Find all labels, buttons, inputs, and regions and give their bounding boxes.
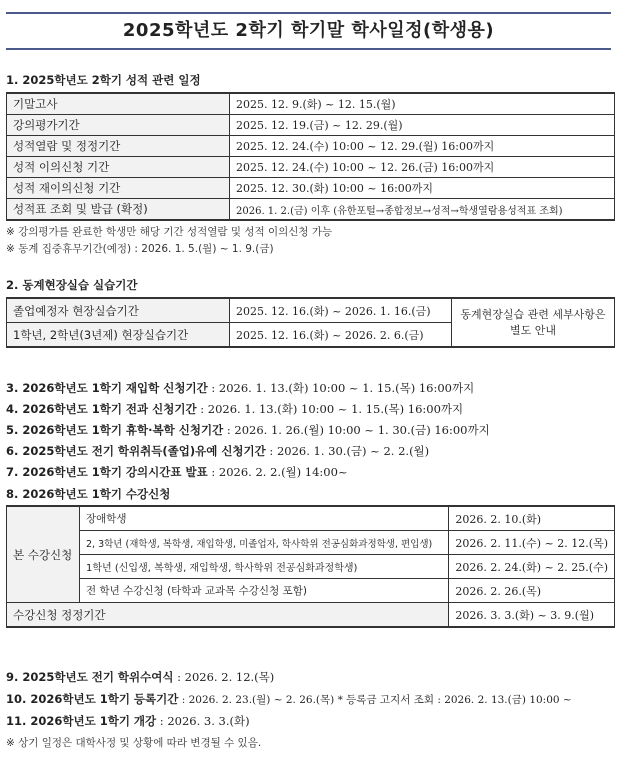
row-label: 2, 3학년 (재학생, 복학생, 재입학생, 미졸업자, 학사학위 전공심화과정학생, 편입생) <box>80 531 449 555</box>
section1-heading: 1. 2025학년도 2학기 성적 관련 일정 <box>6 73 201 87</box>
schedule-item <box>6 669 274 685</box>
table-row <box>7 506 615 531</box>
row-value: 2025. 12. 16.(화) ~ 2026. 2. 6.(금) <box>230 323 452 348</box>
title-bar <box>6 12 611 50</box>
page-title: 2025학년도 2학기 학기말 학사일정(학생용) <box>122 20 495 41</box>
schedule-item <box>6 443 429 459</box>
schedule-item <box>6 691 572 707</box>
row-value: 2025. 12. 30.(화) 10:00 ~ 16:00까지 <box>230 178 615 199</box>
row-label: 1학년 (신입생, 복학생, 재입학생, 학사학위 전공심화과정학생) <box>80 555 449 579</box>
table-row <box>7 199 615 221</box>
row-value: 2025. 12. 24.(수) 10:00 ~ 12. 26.(금) 16:00까지 <box>230 157 615 178</box>
table-row <box>7 178 615 199</box>
row-label: 전 학년 수강신청 (타학과 교과목 수강신청 포함) <box>80 579 449 603</box>
item-heading: 5. 2026학년도 1학기 휴학·복학 신청기간 <box>6 423 224 437</box>
table-row <box>7 93 615 115</box>
section2-heading: 2. 동계현장실습 실습기간 <box>6 278 138 292</box>
row-value: 2026. 2. 11.(수) ~ 2. 12.(목) <box>449 531 615 555</box>
row-value: 2026. 2. 24.(화) ~ 2. 25.(수) <box>449 555 615 579</box>
table-row <box>7 555 615 579</box>
row-value: 2026. 2. 26.(목) <box>449 579 615 603</box>
row-value: 2026. 2. 10.(화) <box>449 506 615 531</box>
table-row <box>7 115 615 136</box>
row-value: 2025. 12. 16.(화) ~ 2026. 1. 16.(금) <box>230 298 452 323</box>
item-detail: : 2026. 1. 26.(월) 10:00 ~ 1. 30.(금) 16:00까지 <box>223 423 490 437</box>
item-detail: : 2026. 1. 13.(화) 10:00 ~ 1. 15.(목) 16:00까지 <box>196 402 464 416</box>
schedule-item <box>6 401 463 417</box>
item-heading: 7. 2026학년도 1학기 강의시간표 발표 <box>6 465 208 479</box>
row-value: 2025. 12. 19.(금) ~ 12. 29.(월) <box>230 115 615 136</box>
schedule-item <box>6 380 474 396</box>
table-row <box>7 579 615 603</box>
item-heading: 11. 2026학년도 1학기 개강 <box>6 714 157 728</box>
internship-table <box>6 297 615 348</box>
table-row <box>7 603 615 628</box>
schedule-item <box>6 422 490 438</box>
footer-note: ※ 상기 일정은 대학사정 및 상황에 따라 변경될 수 있음. <box>6 737 262 749</box>
row-label: 수강신청 정정기간 <box>7 603 449 628</box>
row-label: 성적표 조회 및 발급 (확정) <box>7 199 230 221</box>
row-label: 강의평가기간 <box>7 115 230 136</box>
row-label: 기말고사 <box>7 93 230 115</box>
item-detail: : 2026. 2. 12.(목) <box>173 670 275 684</box>
note-line: ※ 동계 집중휴무기간(예정) : 2026. 1. 5.(월) ~ 1. 9.(금) <box>6 243 274 255</box>
grade-schedule-table <box>6 92 615 221</box>
table-row <box>7 136 615 157</box>
row-label: 장애학생 <box>80 506 449 531</box>
row-value: 2025. 12. 9.(화) ~ 12. 15.(월) <box>230 93 615 115</box>
row-label: 성적 이의신청 기간 <box>7 157 230 178</box>
registration-table <box>6 505 615 628</box>
schedule-item <box>6 464 348 480</box>
item-detail: : 2026. 1. 30.(금) ~ 2. 2.(월) <box>265 444 430 458</box>
item-detail: : 2026. 3. 3.(화) <box>156 714 250 728</box>
row-value: 2026. 1. 2.(금) 이후 (유한포털→종합정보→성적→학생열람용성적표 조회) <box>230 199 615 221</box>
item-detail: : 2026. 2. 2.(월) 14:00~ <box>207 465 348 479</box>
item-heading: 9. 2025학년도 전기 학위수여식 <box>6 670 174 684</box>
item-detail: : 2026. 1. 13.(화) 10:00 ~ 1. 15.(목) 16:00까지 <box>207 381 475 395</box>
schedule-item <box>6 713 250 729</box>
row-label: 성적 재이의신청 기간 <box>7 178 230 199</box>
table-row <box>7 298 615 323</box>
note-line: ※ 강의평가를 완료한 학생만 해당 기간 성적열람 및 성적 이의신청 가능 <box>6 226 333 238</box>
table-row <box>7 531 615 555</box>
row-value: 2025. 12. 24.(수) 10:00 ~ 12. 29.(월) 16:00까지 <box>230 136 615 157</box>
item-heading: 4. 2026학년도 1학기 전과 신청기간 <box>6 402 197 416</box>
item-heading: 10. 2026학년도 1학기 등록기간 <box>6 692 179 706</box>
group-label: 본 수강신청 <box>7 506 80 603</box>
row-label: 성적열람 및 정정기간 <box>7 136 230 157</box>
internship-side-note: 동계현장실습 관련 세부사항은 별도 안내 <box>452 298 615 347</box>
item-heading: 3. 2026학년도 1학기 재입학 신청기간 <box>6 381 208 395</box>
row-label: 졸업예정자 현장실습기간 <box>7 298 230 323</box>
row-label: 1학년, 2학년(3년제) 현장실습기간 <box>7 323 230 348</box>
row-value: 2026. 3. 3.(화) ~ 3. 9.(월) <box>449 603 615 628</box>
section8-heading: 8. 2026학년도 1학기 수강신청 <box>6 487 171 501</box>
table-row <box>7 157 615 178</box>
item-detail: : 2026. 2. 23.(월) ~ 2. 26.(목) * 등록금 고지서 조회 : 2026. 2. 13.(금) 10:00 ~ <box>178 694 572 706</box>
item-heading: 6. 2025학년도 전기 학위취득(졸업)유예 신청기간 <box>6 444 266 458</box>
